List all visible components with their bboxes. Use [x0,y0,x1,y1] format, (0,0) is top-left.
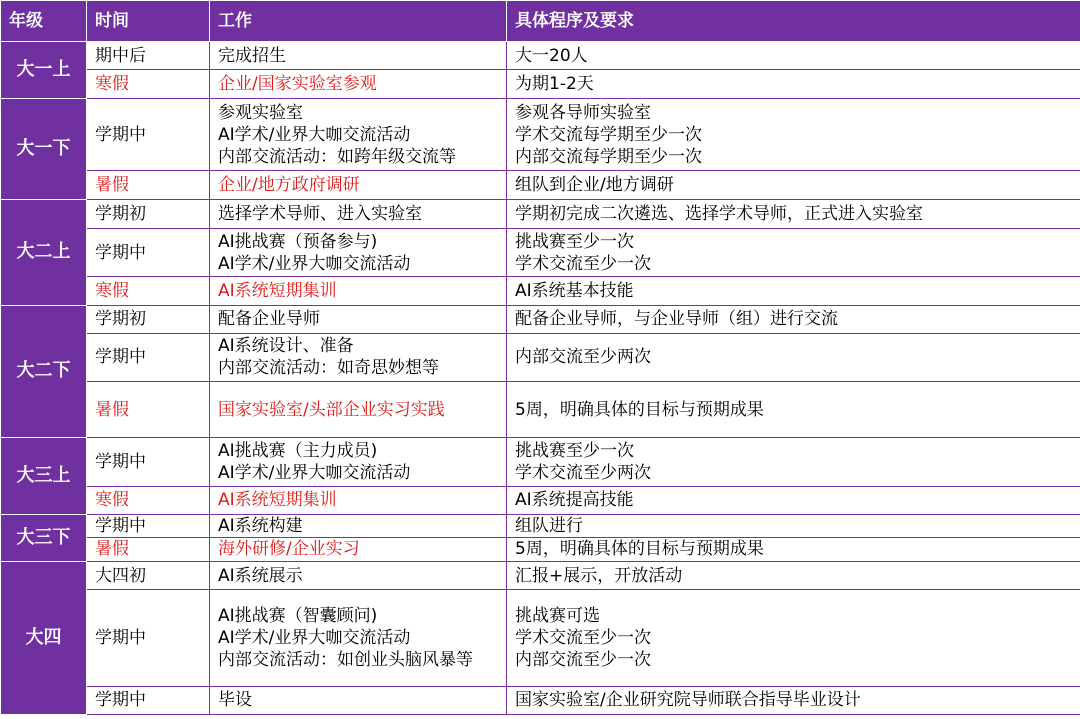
time-cell: 学期中 [87,438,210,486]
details-cell: 组队进行 [507,514,1080,537]
time-cell: 寒假 [87,277,210,305]
work-cell: 参观实验室 AI学术/业界大咖交流活动 内部交流活动：如跨年级交流等 [210,99,507,170]
time-cell: 学期中 [87,590,210,687]
work-cell: AI系统短期集训 [210,486,507,514]
details-cell: 挑战赛至少一次 学术交流至少一次 [507,229,1080,277]
time-cell: 寒假 [87,70,210,99]
header-time: 时间 [87,1,210,42]
work-cell: 企业/地方政府调研 [210,170,507,199]
header-details: 具体程序及要求 [507,1,1080,42]
details-cell: 内部交流至少两次 [507,333,1080,381]
work-cell: AI系统短期集训 [210,277,507,305]
work-cell: AI挑战赛（预备参与) AI学术/业界大咖交流活动 [210,229,507,277]
work-cell: AI挑战赛（智囊顾问) AI学术/业界大咖交流活动 内部交流活动：如创业头脑风暴等 [210,590,507,687]
table-row [1,333,1080,381]
table-row [1,562,1080,590]
details-cell: 参观各导师实验室 学术交流每学期至少一次 内部交流每学期至少一次 [507,99,1080,170]
details-cell: 5周，明确具体的目标与预期成果 [507,381,1080,437]
table-row [1,537,1080,561]
details-cell: 5周，明确具体的目标与预期成果 [507,537,1080,561]
work-cell: 配备企业导师 [210,305,507,333]
time-cell: 学期初 [87,305,210,333]
work-cell: 海外研修/企业实习 [210,537,507,561]
table-row [1,42,1080,70]
time-cell: 学期中 [87,333,210,381]
table-row [1,277,1080,305]
work-cell: AI系统构建 [210,514,507,537]
details-cell: 组队到企业/地方调研 [507,170,1080,199]
time-cell: 暑假 [87,381,210,437]
table-row [1,590,1080,687]
grade-cell: 大四 [1,562,87,715]
details-cell: 汇报+展示，开放活动 [507,562,1080,590]
table-row [1,438,1080,486]
work-cell: AI系统设计、准备 内部交流活动：如奇思妙想等 [210,333,507,381]
grade-cell: 大二上 [1,199,87,305]
details-cell: 配备企业导师，与企业导师（组）进行交流 [507,305,1080,333]
table-row [1,686,1080,714]
work-cell: 国家实验室/头部企业实习实践 [210,381,507,437]
table-row [1,305,1080,333]
details-cell: 为期1-2天 [507,70,1080,99]
details-cell: 大一20人 [507,42,1080,70]
table-row [1,99,1080,170]
grade-cell: 大三上 [1,438,87,514]
table-row [1,229,1080,277]
details-cell: AI系统基本技能 [507,277,1080,305]
details-cell: 挑战赛可选 学术交流至少一次 内部交流至少一次 [507,590,1080,687]
time-cell: 学期中 [87,686,210,714]
grade-cell: 大一上 [1,42,87,99]
time-cell: 学期初 [87,199,210,228]
work-cell: AI挑战赛（主力成员) AI学术/业界大咖交流活动 [210,438,507,486]
time-cell: 暑假 [87,170,210,199]
header-work: 工作 [210,1,507,42]
grade-cell: 大三下 [1,514,87,561]
work-cell: 选择学术导师、进入实验室 [210,199,507,228]
details-cell: 挑战赛至少一次 学术交流至少两次 [507,438,1080,486]
table-row [1,514,1080,537]
time-cell: 学期中 [87,514,210,537]
table-row [1,486,1080,514]
time-cell: 期中后 [87,42,210,70]
time-cell: 寒假 [87,486,210,514]
work-cell: 完成招生 [210,42,507,70]
details-cell: 国家实验室/企业研究院导师联合指导毕业设计 [507,686,1080,714]
work-cell: AI系统展示 [210,562,507,590]
table-row [1,170,1080,199]
details-cell: AI系统提高技能 [507,486,1080,514]
time-cell: 学期中 [87,99,210,170]
grade-cell: 大一下 [1,99,87,200]
table-row [1,199,1080,228]
time-cell: 大四初 [87,562,210,590]
work-cell: 企业/国家实验室参观 [210,70,507,99]
table-row [1,381,1080,437]
work-cell: 毕设 [210,686,507,714]
table-row [1,70,1080,99]
grade-cell: 大二下 [1,305,87,438]
time-cell: 暑假 [87,537,210,561]
time-cell: 学期中 [87,229,210,277]
details-cell: 学期初完成二次遴选、选择学术导师，正式进入实验室 [507,199,1080,228]
header-row [1,1,1080,42]
header-grade: 年级 [1,1,87,42]
